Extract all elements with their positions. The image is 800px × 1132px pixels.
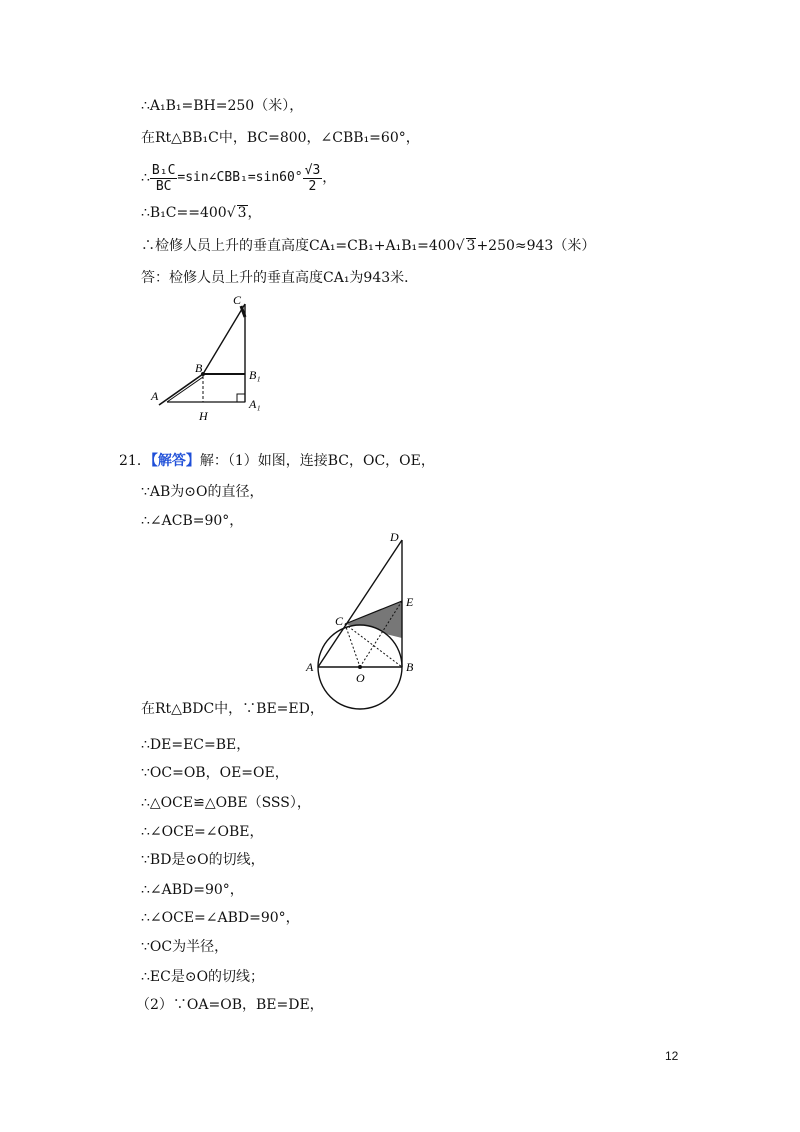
line-2: 在Rt△BB₁C中，BC=800，∠CBB₁=60°，	[141, 130, 420, 146]
line-18: ∵OC为半径，	[141, 939, 229, 955]
line-13: ∴△OCE≌△OBE（SSS），	[141, 795, 311, 811]
figure-circle-tangent-diagram	[300, 528, 430, 718]
line-19: ∴EC是⊙O的切线；	[141, 969, 265, 985]
fraction-root3-over-2: $\frac{√3}{2}$	[304, 162, 321, 194]
line-20: （2）∵OA=OB，BE=DE，	[136, 997, 324, 1013]
fraction-b1c-bc: $\frac{\text{B₁C}}{BC}$	[151, 162, 176, 194]
line-8: ∵AB为⊙O的直径，	[141, 484, 264, 500]
fig2-label-c: C	[335, 614, 344, 628]
line-12: ∵OC=OB，OE=OE，	[141, 765, 289, 781]
line-9: ∴∠ACB=90°，	[141, 513, 244, 529]
line-14: ∴∠OCE=∠OBE，	[141, 824, 264, 840]
fig2-label-a: A	[306, 660, 314, 674]
line-3: ∴ $\frac{\text{B₁C}}{BC}$ =sin∠CBB₁=sin60° $\frac{√3}{2}$ ，	[141, 162, 337, 194]
line-17: ∴∠OCE=∠ABD=90°，	[141, 910, 300, 926]
line-10: 在Rt△BDC中，∵BE=ED，	[141, 701, 324, 717]
fig1-label-b1: B₁	[249, 368, 261, 382]
fig1-label-b: B	[195, 361, 203, 375]
line-5: ∴检修人员上升的垂直高度CA₁=CB₁+A₁B₁=400√ 3+250≈943（米）	[141, 238, 596, 254]
fig2-label-b: B	[406, 660, 414, 674]
fig2-label-d: D	[390, 530, 399, 544]
fig1-label-c: C	[233, 293, 242, 307]
line-11: ∴DE=EC=BE，	[141, 737, 251, 753]
fig2-label-o: O	[356, 671, 365, 685]
line-16: ∴∠ABD=90°，	[141, 882, 244, 898]
line-4: ∴B₁C==400√ 3，	[141, 205, 262, 221]
fig1-label-a1: A₁	[249, 397, 261, 411]
fig1-label-a: A	[151, 389, 159, 403]
fig1-label-h: H	[199, 409, 208, 423]
line-15: ∵BD是⊙O的切线，	[141, 852, 265, 868]
question-21-header: 21．【解答】解：（1）如图，连接BC，OC，OE，	[119, 453, 435, 469]
line-1: ∴A₁B₁=BH=250（米），	[141, 98, 304, 114]
figure-ladder-diagram	[145, 292, 275, 427]
line-6: 答：检修人员上升的垂直高度CA₁为943米．	[141, 270, 419, 286]
fig2-label-e: E	[406, 595, 414, 609]
page-number: 12	[665, 1049, 679, 1063]
